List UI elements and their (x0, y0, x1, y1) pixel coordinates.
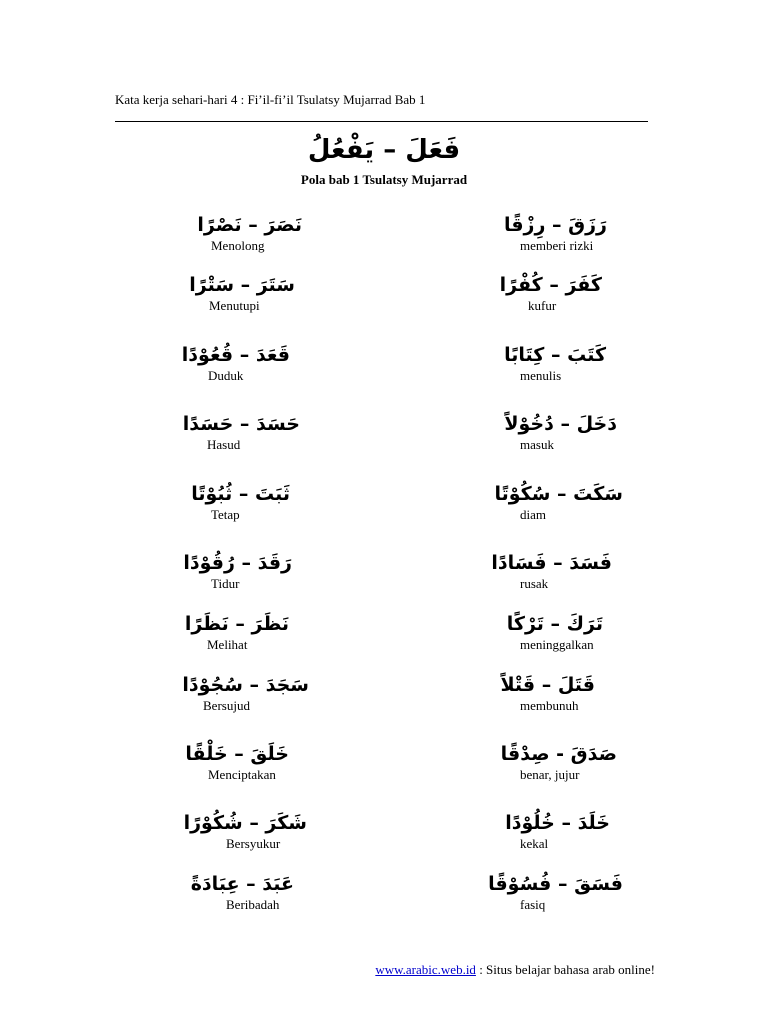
verb-arabic: خَلَقَ – خَلْقًا (185, 743, 289, 765)
verb-entry (181, 342, 290, 384)
verb-meaning: Bersyukur (226, 836, 281, 851)
verb-meaning: kufur (528, 298, 557, 313)
verb-meaning: kekal (520, 836, 549, 851)
verb-entry (488, 871, 623, 913)
verb-meaning: rusak (520, 576, 549, 591)
verb-arabic: قَعَدَ – قُعُوْدًا (181, 344, 290, 366)
verb-entry (494, 481, 623, 523)
verb-arabic: كَفَرَ – كُفْرًا (499, 274, 602, 296)
verb-entry (182, 672, 309, 714)
verb-entry (500, 741, 617, 783)
verb-arabic: سَكَتَ – سُكُوْتًا (494, 483, 623, 505)
verb-entry (183, 810, 307, 852)
verb-entry (197, 212, 302, 254)
verb-arabic: سَتَرَ – سَتْرًا (189, 274, 295, 296)
verb-meaning: Menciptakan (208, 767, 276, 782)
verb-entry (503, 212, 607, 254)
verb-meaning: membunuh (520, 698, 579, 713)
verb-meaning: diam (520, 507, 546, 522)
verb-arabic: رَزَقَ – رِزْقًا (503, 214, 607, 236)
verb-entry (504, 411, 617, 453)
verb-entry (189, 272, 295, 314)
verb-entry (505, 810, 610, 852)
verb-meaning: Tetap (211, 507, 240, 522)
verb-entry (190, 871, 294, 913)
verb-arabic: حَسَدَ – حَسَدًا (182, 413, 300, 435)
verb-meaning: benar, jujur (520, 767, 580, 782)
site-link[interactable]: www.arabic.web.id (375, 962, 476, 977)
verb-arabic: رَقَدَ – رُقُوْدًا (183, 552, 292, 574)
verb-arabic: تَرَكَ – تَرْكًا (506, 613, 603, 635)
verb-arabic: قَتَلَ – قَتْلاً (500, 674, 595, 696)
verb-arabic: نَظَرَ – نَظَرًا (184, 613, 289, 635)
verb-arabic: صَدَقَ - صِدْقًا (500, 743, 617, 765)
verb-arabic: عَبَدَ – عِبَادَةً (190, 873, 294, 895)
verb-entry (499, 272, 602, 314)
verb-arabic: نَصَرَ – نَصْرًا (197, 214, 302, 236)
verb-meaning: Melihat (207, 637, 248, 652)
verb-arabic: ثَبَتَ – ثُبُوْتًا (191, 483, 290, 505)
verb-entry (500, 672, 595, 714)
verb-entry (183, 550, 292, 592)
verb-meaning: menulis (520, 368, 562, 383)
verb-entry (504, 342, 606, 384)
verb-arabic: فَسَدَ – فَسَادًا (491, 552, 612, 574)
verb-entry (506, 611, 603, 653)
verb-meaning: Tidur (211, 576, 240, 591)
pattern-subtitle: Pola bab 1 Tsulatsy Mujarrad (300, 172, 468, 187)
verb-meaning: Bersujud (203, 698, 250, 713)
verb-meaning: Menolong (211, 238, 265, 253)
verb-entry (182, 411, 300, 453)
site-tagline: : Situs belajar bahasa arab online! (475, 962, 655, 977)
verb-entry (491, 550, 612, 592)
verb-arabic: كَتَبَ – كِتَابًا (504, 344, 606, 366)
page-footer (375, 962, 655, 978)
verb-arabic: دَخَلَ – دُخُوْلاً (504, 413, 617, 435)
verb-meaning: Hasud (207, 437, 241, 452)
verb-arabic: سَجَدَ – سُجُوْدًا (182, 674, 309, 696)
verb-meaning: meninggalkan (520, 637, 594, 652)
verb-entry (185, 741, 289, 783)
verb-meaning: fasiq (520, 897, 546, 912)
verb-entry (184, 611, 289, 653)
verb-arabic: شَكَرَ – شُكُوْرًا (183, 812, 307, 834)
header-rule (115, 121, 648, 122)
verb-meaning: memberi rizki (520, 238, 594, 253)
verb-arabic: خَلَدَ – خُلُوْدًا (505, 812, 610, 834)
verb-arabic: فَسَقَ – فُسُوْقًا (488, 873, 623, 895)
verb-meaning: Beribadah (226, 897, 280, 912)
verb-pattern: فَعَلَ – يَفْعُلُ (307, 135, 461, 165)
verb-meaning: masuk (520, 437, 554, 452)
verb-meaning: Duduk (208, 368, 244, 383)
verb-entry (191, 481, 290, 523)
verb-meaning: Menutupi (209, 298, 260, 313)
page-header: Kata kerja sehari-hari 4 : Fi’il-fi’il Tsulatsy Mujarrad Bab 1 (115, 92, 426, 107)
